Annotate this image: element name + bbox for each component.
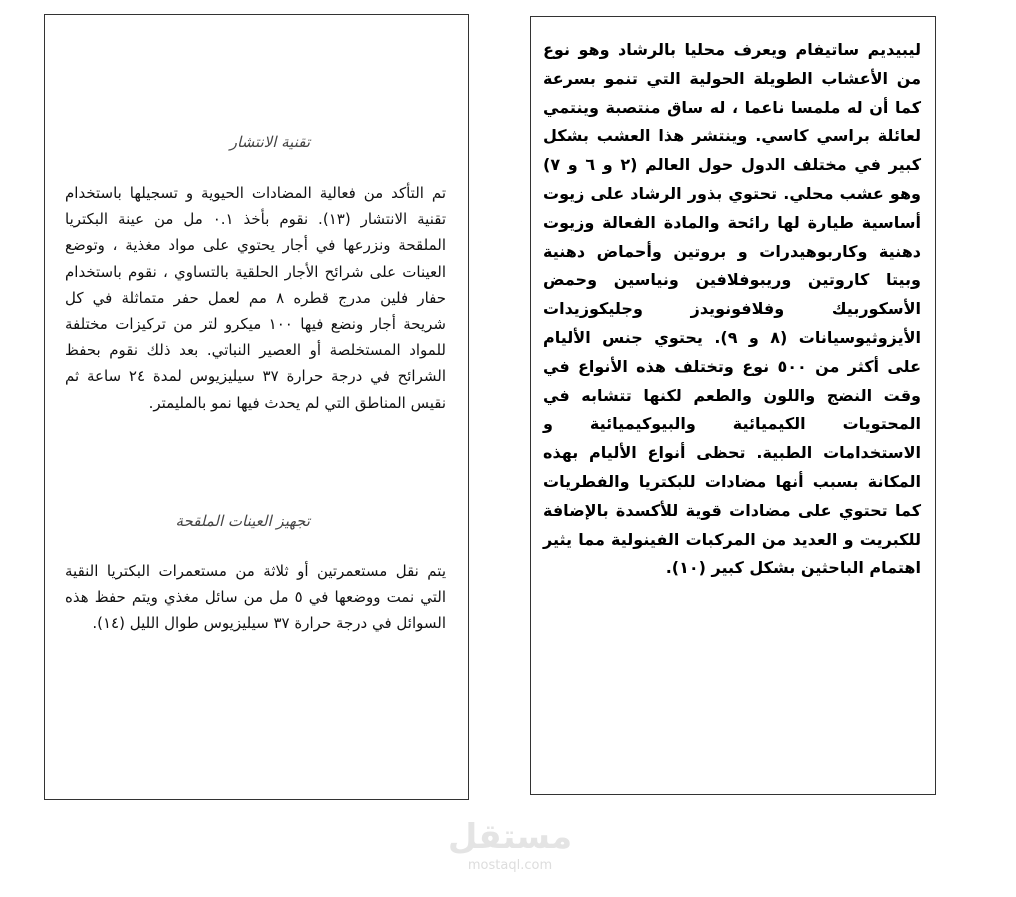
- mostaql-watermark: [440, 816, 580, 874]
- left-text-box: [44, 14, 469, 800]
- right-text-box: [530, 16, 936, 795]
- lepidium-allium-paragraph: ليبيديم ساتيفام ويعرف محليا بالرشاد وهو نوع من الأعشاب الطويلة الحولية التي تنمو بسرعة كما أن له ملمسا ناعما ، له ساق منتصبة وينتمي لعائلة براسي كاسي. وينتشر هذا العشب بشكل كبير في مختلف الدول حول العالم (٢ و ٦ و ٧) وهو عشب محلي. تحتوي بذور الرشاد على زيوت أساسية طيارة لها رائحة والمادة الفعالة وزيوت دهنية وكاربوهيدرات و بروتين وأحماض دهنية وبيتا كاروتين وريبوفلافين ونياسين وحمض الأسكوربيك وفلافونويدز وجليكوزيدات الأيزوثيوسيانات (٨ و ٩). يحتوي جنس الأليام على أكثر من ٥٠٠ نوع وتختلف هذه الأنواع في وقت النضج واللون والطعم لكنها تتشابه في المحتويات الكيميائية والبيوكيميائية و الاستخدامات الطبية. تحظى أنواع الأليام بهذه المكانة بسبب أنها مضادات للبكتريا والفطريات كما تحتوي على مضادات قوية للأكسدة بالإضافة للكبريت و العديد من المركبات الفينولية مما يثير اهتمام الباحثين بشكل كبير (١٠).: [543, 40, 922, 578]
- inoculum-preparation-heading: تجهيز العينات الملقحة: [175, 512, 310, 530]
- inoculum-preparation-paragraph: يتم نقل مستعمرتين أو ثلاثة من مستعمرات البكتريا النقية التي نمت ووضعها في ٥ مل من سائل مغذي ويتم حفظ هذه السوائل في درجة حرارة ٣٧ سيليزيوس طوال الليل (١٤).: [65, 562, 446, 633]
- diffusion-technique-paragraph: تم التأكد من فعالية المضادات الحيوية و تسجيلها باستخدام تقنية الانتشار (١٣). نقوم بأخذ ٠.١ مل من عينة البكتريا الملقحة ونزرعها في أجار يحتوي على مواد مغذية ، وتوضع العينات على شرائح الأجار الحلقية بالتساوي ، نقوم باستخدام حفار فلين مدرج قطره ٨ مم لعمل حفر متماثلة في كل شريحة أجار ونضع فيها ١٠٠ ميكرو لتر من تركيزات مختلفة للمواد المستخلصة أو العصير النباتي. بعد ذلك نقوم بحفظ الشرائح في درجة حرارة ٣٧ سيليزيوس لمدة ٢٤ ساعة ثم نقيس المناطق التي لم يحدث فيها نمو بالمليمتر.: [65, 184, 447, 412]
- diffusion-technique-heading: تقنية الانتشار: [229, 133, 310, 151]
- mostaql-site-url: mostaql.com: [467, 858, 553, 873]
- mostaql-logo-text: مستقل: [447, 817, 573, 857]
